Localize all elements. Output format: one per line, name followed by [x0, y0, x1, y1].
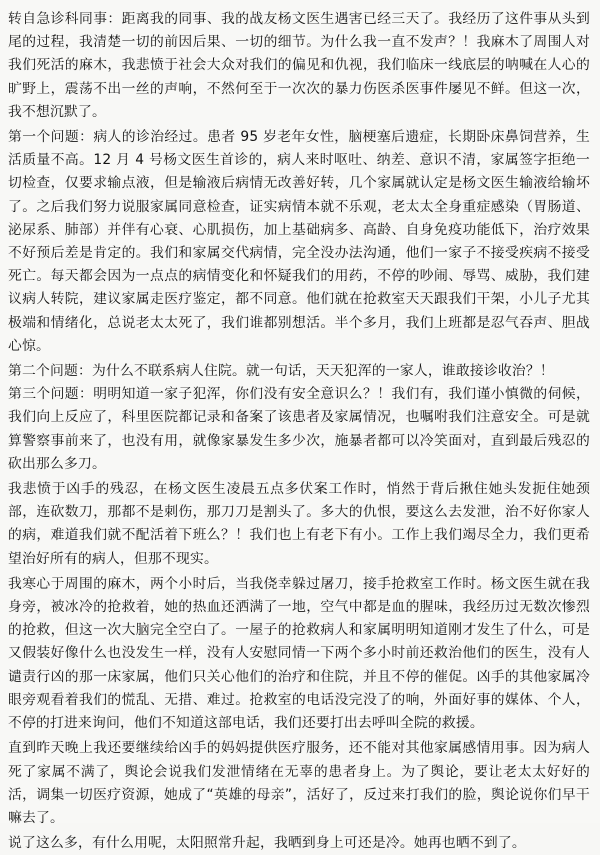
paragraph-numbness: 我寒心于周围的麻木，两个小时后，当我侥幸躲过屠刀，接手抢救室工作时。杨文医生就在我身旁，被冰冷的抢救着，她的热血还洒满了一地，空气中都是血的腥味，我经历过无数次惨烈的抢救，但这一次大脑完全空白了。一屋子的抢救病人和家属明明知道刚才发生了什么，可是又假装好像什么也没发生一样，没有人安慰同情一下两个多小时前还救治他们的医生，没有人谴责行凶的那一床家属，他们只关心他们的治疗和住院，并且不停的催促。凶手的其他家属冷眼旁观看着我们的慌乱、无措、难过。抢救室的电话没完没了的响，外面好事的媒体、个人，不停的打进来询问，他们不知道这部电话，我们还要打出去呼叫全院的救援。 [8, 575, 590, 732]
paragraph-grief: 我悲愤于凶手的残忍，在杨文医生凌晨五点多伏案工作时，悄然于背后揪住她头发扼住她颈部，连砍数刀，那都不是刺伤，那刀刀是割头了。多大的仇恨，要这么去发泄，治不好你家人的病，难道我们就不配活着下班么？！我们也上有老下有小。工作上我们竭尽全力，我们更希望治好所有的病人，但那不现实。 [8, 481, 590, 567]
paragraph-question-2: 第二个问题：为什么不联系病人住院。就一句话，天天犯浑的一家人，谁敢接诊收治？！ [8, 363, 554, 380]
paragraph-closing: 说了这么多，有什么用呢，太阳照常升起，我晒到身上可还是冷。她再也晒不到了。 [8, 835, 526, 852]
paragraph-question-3: 第三个问题：明明知道一家子犯浑，你们没有安全意识么？！我们有，我们谨小慎微的伺候，我们向上反应了，科里医院都记录和备案了该患者及家属情况，也嘱咐我们注意安全。可是就算警察事前来了，也没有用，就像家暴发生多少次，施暴者都可以冷笑面对，直到最后残忍的砍出那么多刀。 [8, 386, 590, 472]
paragraph-intro: 转自急诊科同事：距离我的同事、我的战友杨文医生遇害已经三天了。我经历了这件事从头到尾的过程，我清楚一切的前因后果、一切的细节。为什么我一直不发声？！我麻木了周围人对我们死活的麻木，我悲愤于社会大众对我们的偏见和仇视，我们临床一线底层的呐喊在人心的旷野上，震荡不出一丝的声响，不然何至于一次次的暴力伤医杀医事件屡见不鲜。但这一次，我不想沉默了。 [8, 11, 590, 120]
paragraph-public-opinion: 直到昨天晚上我还要继续给凶手的妈妈提供医疗服务，还不能对其他家属感情用事。因为病人死了家属不满了，舆论会说我们发泄情绪在无辜的患者身上。为了舆论，要让老太太好好的活，调集一切医疗资源，她成了“英雄的母亲”，活好了，反过来打我们的脸，舆论说你们早干嘛去了。 [8, 740, 590, 826]
paragraph-question-1: 第一个问题：病人的诊治经过。患者 95 岁老年女性，脑梗塞后遗症，长期卧床鼻饲营养，生活质量不高。12 月 4 号杨文医生首诊的，病人来时呕吐、纳差、意识不清，家属签字拒绝一切检查，仅要求输点液，但是输液后病情无改善好转，几个家属就认定是杨文医生输液给输坏了。之后我们努力说服家属同意检查，证实病情本就不乐观，老太太全身重症感染（胃肠道、泌尿系、肺部）并伴有心衰、心肌损伤，加上基础病多、高龄、自身免疫功能低下，治疗效果不好预后差是肯定的。我们和家属交代病情，完全没办法沟通，他们一家子不接受疾病不接受死亡。每天都会因为一点点的病情变化和怀疑我们的用药，不停的吵闹、辱骂、威胁，我们建议病人转院，建议家属走医疗鉴定，都不同意。他们就在抢救室天天跟我们干架，小儿子尤其极端和情绪化，总说老太太死了，我们谁都别想活。半个多月，我们上班都是忍气吞声、胆战心惊。 [8, 129, 590, 354]
